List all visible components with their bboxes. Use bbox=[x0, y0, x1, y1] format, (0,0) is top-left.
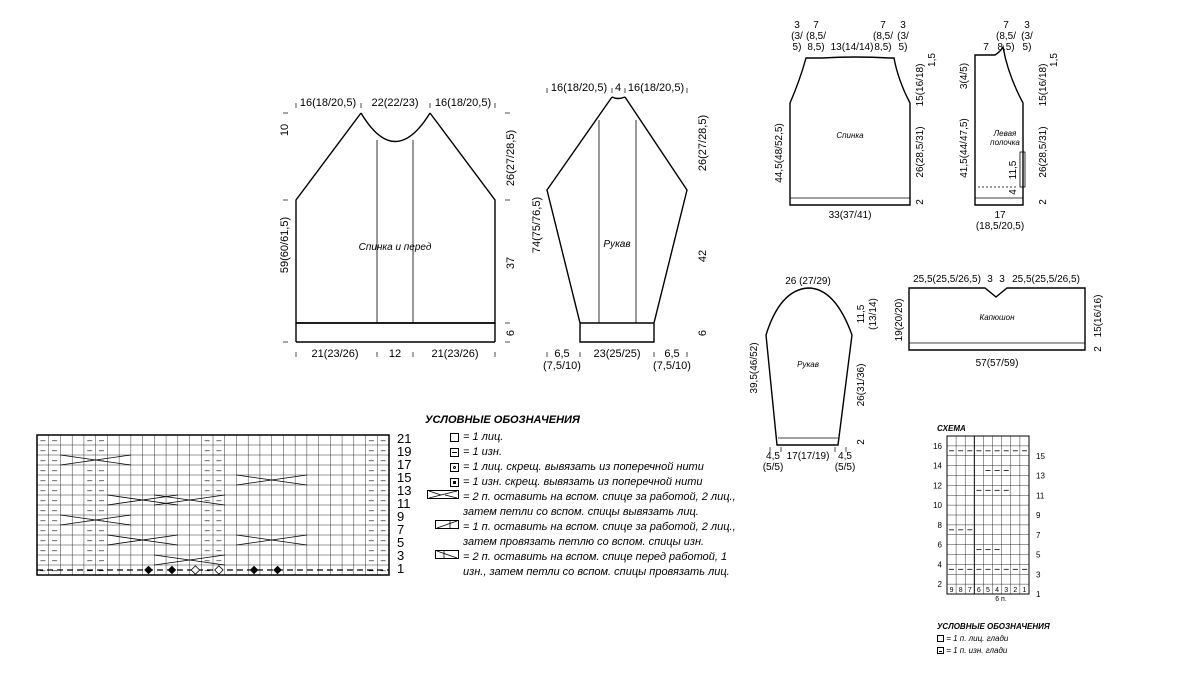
purl-twisted-mark bbox=[273, 566, 281, 574]
body-right-top: 26(27/28,5) bbox=[505, 129, 517, 187]
purl-mark: – bbox=[216, 465, 222, 475]
hood-right: 15(16/16) bbox=[1093, 294, 1104, 338]
purl-mark: – bbox=[99, 495, 105, 505]
sleeve-right-top: 26(27/28,5) bbox=[697, 114, 709, 172]
purl-mark: – bbox=[52, 445, 58, 455]
front-right-bot: 2 bbox=[1038, 199, 1049, 205]
purl-mark: – bbox=[216, 525, 222, 535]
row-number: 11 bbox=[397, 496, 411, 511]
purl-mark: – bbox=[99, 445, 105, 455]
front-right-a: 1,5 bbox=[1049, 53, 1060, 67]
purl-mark: – bbox=[87, 475, 93, 485]
purl-mark: – bbox=[368, 515, 374, 525]
purl-mark: – bbox=[99, 525, 105, 535]
back-top-4: (8,5/ bbox=[805, 31, 827, 42]
purl-mark: – bbox=[216, 445, 222, 455]
back-label: Спинка bbox=[836, 131, 864, 140]
sleeve-top-left: 16(18/20,5) bbox=[550, 82, 608, 94]
sleeve-bot-right-b: (7,5/10) bbox=[653, 360, 691, 372]
purl-mark: – bbox=[87, 485, 93, 495]
purl-mark: – bbox=[99, 475, 105, 485]
row-number: 11 bbox=[1036, 491, 1045, 501]
purl-twisted-icon bbox=[450, 478, 459, 487]
purl-mark: – bbox=[40, 545, 46, 555]
purl-mark: – bbox=[204, 535, 210, 545]
back-left: 44,5(48/52,5) bbox=[774, 123, 785, 183]
legend-item: = 1 изн. скрещ. вывязать из поперечной нити bbox=[425, 475, 745, 490]
purl-mark: – bbox=[87, 515, 93, 525]
purl-mark: – bbox=[99, 565, 105, 575]
purl-mark: – bbox=[380, 555, 386, 565]
purl-mark: – bbox=[368, 495, 374, 505]
purl-mark: – bbox=[204, 445, 210, 455]
front-texts bbox=[959, 20, 1060, 232]
sleeve2-bot-left-b: (5/5) bbox=[762, 462, 784, 473]
row-number: 6 bbox=[937, 540, 942, 550]
purl-mark: – bbox=[368, 465, 374, 475]
hood-right-mark: 2 bbox=[1093, 346, 1104, 352]
cable-4-back-icon bbox=[427, 490, 459, 500]
front-pocket-b: 4 bbox=[1008, 189, 1019, 195]
sleeve-bot-mid: 23(25/25) bbox=[593, 348, 641, 360]
purl-mark: – bbox=[99, 485, 105, 495]
purl-mark: – bbox=[216, 505, 222, 515]
front-top-5: 5) bbox=[1022, 42, 1032, 53]
purl-mark: – bbox=[380, 515, 386, 525]
purl-mark: – bbox=[204, 475, 210, 485]
sleeve2-bot-mid: 17(17/19) bbox=[786, 451, 830, 462]
front-top-4: (3/ bbox=[1021, 31, 1033, 42]
purl-mark: – bbox=[99, 435, 105, 445]
purl-mark: – bbox=[40, 555, 46, 565]
purl-mark: – bbox=[368, 435, 374, 445]
legend-item: = 1 лиц. bbox=[425, 430, 745, 445]
purl-mark: – bbox=[52, 525, 58, 535]
purl-mark: – bbox=[204, 515, 210, 525]
purl-mark: – bbox=[40, 465, 46, 475]
body-piece bbox=[296, 113, 495, 342]
purl-mark: – bbox=[380, 495, 386, 505]
purl-mark: – bbox=[368, 485, 374, 495]
legend bbox=[425, 413, 745, 580]
purl-mark: – bbox=[40, 535, 46, 545]
back-top-10: 3 bbox=[900, 20, 906, 31]
purl-mark: – bbox=[380, 465, 386, 475]
sleeve-piece bbox=[547, 97, 687, 342]
sleeve-bot-left-a: 6,5 bbox=[554, 348, 570, 360]
purl-mark: – bbox=[87, 545, 93, 555]
row-number: 2 bbox=[937, 580, 942, 590]
back-top-8: (8,5/ bbox=[872, 31, 894, 42]
purl-mark: – bbox=[40, 475, 46, 485]
back-right-a: 1,5 bbox=[927, 53, 938, 67]
purl-mark: – bbox=[87, 465, 93, 475]
sleeve2-right-bot: 2 bbox=[856, 439, 867, 445]
purl-twisted-mark bbox=[168, 566, 176, 574]
purl-mark: – bbox=[40, 435, 46, 445]
purl-mark: – bbox=[87, 495, 93, 505]
row-number: 21 bbox=[397, 431, 412, 446]
purl-stitch-icon bbox=[450, 448, 459, 457]
purl-mark: – bbox=[216, 435, 222, 445]
sleeve2-top: 26 (27/29) bbox=[785, 276, 831, 287]
hood-top-left: 25,5(25,5/26,5) bbox=[913, 274, 981, 285]
legend2-title: УСЛОВНЫЕ ОБОЗНАЧЕНИЯ bbox=[937, 622, 1050, 631]
back-bottom: 33(37/41) bbox=[828, 210, 872, 221]
purl-mark: – bbox=[87, 445, 93, 455]
purl-mark: – bbox=[380, 455, 386, 465]
purl-mark: – bbox=[380, 435, 386, 445]
row-number: 1 bbox=[1036, 590, 1041, 599]
col-number: 8 bbox=[958, 587, 963, 594]
front-top-1: (8,5/ bbox=[995, 31, 1017, 42]
sleeve-left: 74(75/76,5) bbox=[531, 196, 543, 254]
purl-mark: – bbox=[368, 535, 374, 545]
purl-mark: – bbox=[87, 565, 93, 575]
legend-item: = 2 п. оставить на вспом. спице за работой, 2 лиц., затем петли со вспом. спицы вывязать лиц. bbox=[425, 490, 745, 520]
row-number: 9 bbox=[1036, 511, 1041, 520]
row-number: 13 bbox=[1036, 471, 1045, 481]
body-left-top: 10 bbox=[279, 123, 291, 137]
row-number: 1 bbox=[397, 561, 405, 576]
front-left-mid: 41,5(44/47,5) bbox=[959, 118, 970, 178]
purl-mark: – bbox=[52, 435, 58, 445]
purl-mark: – bbox=[40, 525, 46, 535]
purl-mark: – bbox=[368, 505, 374, 515]
sleeve-top-right: 16(18/20,5) bbox=[627, 82, 685, 94]
row-number: 4 bbox=[937, 560, 942, 570]
purl-mark: – bbox=[380, 485, 386, 495]
row-number: 15 bbox=[1036, 451, 1045, 461]
row-number: 7 bbox=[1036, 530, 1041, 540]
col-number: 2 bbox=[1013, 587, 1018, 594]
purl-stitch-icon bbox=[937, 647, 944, 654]
front-bottom-b: (18,5/20,5) bbox=[975, 221, 1025, 232]
purl-mark: – bbox=[380, 565, 386, 575]
purl-mark: – bbox=[99, 535, 105, 545]
purl-mark: – bbox=[52, 545, 58, 555]
schema-title: СХЕМА bbox=[937, 424, 966, 433]
cable-3-back-icon bbox=[435, 520, 459, 530]
purl-mark: – bbox=[40, 495, 46, 505]
back-top-9: 8,5) bbox=[874, 42, 892, 53]
back-right-top: 15(16/18) bbox=[915, 63, 926, 107]
purl-twisted-mark bbox=[144, 566, 152, 574]
body-bot-left: 21(23/26) bbox=[311, 348, 359, 360]
sleeve2-bot-right-b: (5/5) bbox=[834, 462, 856, 473]
col-number: 6 bbox=[976, 587, 981, 594]
col-number: 4 bbox=[995, 587, 1000, 594]
row-number: 15 bbox=[397, 470, 412, 485]
legend-item: = 1 изн. bbox=[425, 445, 745, 460]
hood-top-mid: 3 bbox=[987, 274, 993, 285]
front-top-2: 8,5) bbox=[997, 42, 1015, 53]
purl-mark: – bbox=[204, 525, 210, 535]
purl-mark: – bbox=[52, 565, 58, 575]
cable-chart bbox=[37, 431, 411, 576]
front-piece bbox=[975, 47, 1025, 205]
purl-mark: – bbox=[99, 555, 105, 565]
row-number: 8 bbox=[937, 520, 942, 530]
purl-mark: – bbox=[380, 535, 386, 545]
purl-mark: – bbox=[52, 485, 58, 495]
purl-mark: – bbox=[99, 465, 105, 475]
row-number: 5 bbox=[1036, 550, 1041, 560]
row-number: 3 bbox=[1036, 570, 1041, 580]
purl-mark: – bbox=[87, 505, 93, 515]
body-top-mid: 22(22/23) bbox=[371, 97, 419, 109]
purl-mark: – bbox=[52, 505, 58, 515]
back-texts bbox=[774, 20, 938, 221]
purl-mark: – bbox=[204, 545, 210, 555]
purl-mark: – bbox=[368, 475, 374, 485]
purl-mark: – bbox=[380, 505, 386, 515]
body-bot-mid: 12 bbox=[388, 348, 402, 360]
purl-mark: – bbox=[52, 465, 58, 475]
back-top-12: 5) bbox=[898, 42, 908, 53]
sleeve2-right-mid: 26(31/36) bbox=[856, 363, 867, 407]
back-right-mid: 26(28,5/31) bbox=[915, 126, 926, 178]
purl-mark: – bbox=[52, 495, 58, 505]
sleeve-right-bot: 6 bbox=[697, 329, 709, 337]
purl-mark: – bbox=[204, 485, 210, 495]
hood-top-mid2: 3 bbox=[999, 274, 1005, 285]
purl-mark: – bbox=[40, 485, 46, 495]
hood-left: 19(20/20) bbox=[894, 298, 905, 342]
row-number: 9 bbox=[397, 509, 405, 524]
purl-mark: – bbox=[40, 455, 46, 465]
legend-title: УСЛОВНЫЕ ОБОЗНАЧЕНИЯ bbox=[425, 414, 580, 426]
purl-mark: – bbox=[204, 465, 210, 475]
front-top-3: 3 bbox=[1024, 20, 1030, 31]
front-right-top: 15(16/18) bbox=[1038, 63, 1049, 107]
col-number: 3 bbox=[1004, 587, 1009, 594]
front-left-top: 3(4/5) bbox=[959, 62, 970, 90]
legend2 bbox=[937, 621, 1050, 657]
front-label-a: Левая bbox=[993, 129, 1017, 138]
sleeve-right-mid: 42 bbox=[697, 249, 709, 263]
knit-twisted-mark bbox=[191, 566, 199, 574]
back-right-bot: 2 bbox=[915, 199, 926, 205]
sleeve2-bot-right-a: 4,5 bbox=[838, 451, 852, 462]
row-number: 10 bbox=[933, 501, 942, 511]
purl-mark: – bbox=[216, 545, 222, 555]
sleeve2-right-top-a: 11,5 bbox=[856, 304, 867, 324]
purl-mark: – bbox=[204, 435, 210, 445]
cable-3-front-icon bbox=[435, 550, 459, 560]
purl-mark: – bbox=[87, 455, 93, 465]
purl-mark: – bbox=[99, 545, 105, 555]
row-number: 13 bbox=[397, 483, 412, 498]
front-label-b: полочка bbox=[990, 138, 1020, 147]
purl-mark: – bbox=[40, 505, 46, 515]
purl-mark: – bbox=[216, 485, 222, 495]
purl-twisted-mark bbox=[250, 566, 258, 574]
legend-item: = 2 п. оставить на вспом. спице перед работой, 1 изн., затем петли со вспом. спицы провязать лиц. bbox=[425, 550, 745, 580]
purl-mark: – bbox=[99, 515, 105, 525]
purl-mark: – bbox=[216, 515, 222, 525]
purl-mark: – bbox=[368, 545, 374, 555]
col-number: 9 bbox=[949, 587, 954, 594]
purl-mark: – bbox=[40, 565, 46, 575]
legend-item: = 1 п. оставить на вспом. спице за работой, 2 лиц., затем провязать петлю со вспом. спицы изн. bbox=[425, 520, 745, 550]
purl-mark: – bbox=[204, 495, 210, 505]
purl-mark: – bbox=[216, 455, 222, 465]
purl-mark: – bbox=[204, 455, 210, 465]
purl-mark: – bbox=[52, 475, 58, 485]
purl-mark: – bbox=[216, 555, 222, 565]
front-bottom-a: 17 bbox=[994, 210, 1006, 221]
body-bot-right: 21(23/26) bbox=[431, 348, 479, 360]
back-top-6: 13(14/14) bbox=[830, 42, 874, 53]
sleeve2-bot-left-a: 4,5 bbox=[766, 451, 780, 462]
purl-mark: – bbox=[368, 455, 374, 465]
purl-mark: – bbox=[40, 515, 46, 525]
body-top-left: 16(18/20,5) bbox=[299, 97, 357, 109]
row-number: 14 bbox=[933, 461, 942, 471]
purl-mark: – bbox=[368, 525, 374, 535]
legend2-item: = 1 п. изн. глади bbox=[937, 645, 1050, 657]
body-label: Спинка и перед bbox=[358, 242, 432, 253]
purl-mark: – bbox=[216, 475, 222, 485]
body-top-right: 16(18/20,5) bbox=[434, 97, 492, 109]
row-number: 5 bbox=[397, 535, 405, 550]
purl-mark: – bbox=[380, 525, 386, 535]
purl-mark: – bbox=[380, 475, 386, 485]
purl-mark: – bbox=[99, 505, 105, 515]
purl-mark: – bbox=[87, 525, 93, 535]
row-number: 12 bbox=[933, 481, 942, 491]
purl-mark: – bbox=[216, 495, 222, 505]
hood-top-right: 25,5(25,5/26,5) bbox=[1012, 274, 1080, 285]
row-number: 16 bbox=[933, 441, 942, 451]
purl-mark: – bbox=[368, 445, 374, 455]
row-number: 19 bbox=[397, 444, 412, 459]
purl-mark: – bbox=[216, 535, 222, 545]
front-top-6: 7 bbox=[983, 42, 989, 53]
purl-mark: – bbox=[380, 445, 386, 455]
body-right-bot: 6 bbox=[505, 329, 517, 337]
purl-mark: – bbox=[52, 515, 58, 525]
purl-mark: – bbox=[52, 455, 58, 465]
purl-mark: – bbox=[368, 565, 374, 575]
sleeve-bot-right-a: 6,5 bbox=[664, 348, 680, 360]
knit-twisted-icon bbox=[450, 463, 459, 472]
back-top-1: (3/ bbox=[791, 31, 803, 42]
knit-stitch-icon bbox=[937, 635, 944, 642]
front-top-0: 7 bbox=[1003, 20, 1009, 31]
row-number: 17 bbox=[397, 457, 412, 472]
purl-mark: – bbox=[380, 545, 386, 555]
row-number: 3 bbox=[397, 548, 405, 563]
col-number: 7 bbox=[967, 587, 972, 594]
sleeve2-left: 39,5(46/52) bbox=[749, 342, 760, 394]
sleeve-bot-left-b: (7,5/10) bbox=[543, 360, 581, 372]
back-top-3: 7 bbox=[813, 20, 819, 31]
purl-mark: – bbox=[40, 445, 46, 455]
row-number: 7 bbox=[397, 522, 405, 537]
purl-mark: – bbox=[87, 535, 93, 545]
purl-mark: – bbox=[204, 565, 210, 575]
front-pocket: 11,5 bbox=[1008, 160, 1019, 180]
purl-mark: – bbox=[87, 555, 93, 565]
body-right-mid: 37 bbox=[505, 256, 517, 270]
purl-mark: – bbox=[204, 505, 210, 515]
col-number: 5 bbox=[986, 587, 990, 594]
knit-stitch-icon bbox=[450, 433, 459, 442]
sleeve2-texts bbox=[749, 276, 879, 473]
back-top-7: 7 bbox=[880, 20, 886, 31]
sleeve-label: Рукав bbox=[603, 239, 631, 250]
back-top-0: 3 bbox=[794, 20, 800, 31]
schema-chart bbox=[933, 424, 1045, 603]
purl-mark: – bbox=[99, 455, 105, 465]
purl-mark: – bbox=[52, 535, 58, 545]
front-right-mid: 26(28,5/31) bbox=[1038, 126, 1049, 178]
back-top-11: (3/ bbox=[897, 31, 909, 42]
legend-item: = 1 лиц. скрещ. вывязать из поперечной нити bbox=[425, 460, 745, 475]
purl-mark: – bbox=[368, 555, 374, 565]
sleeve2-label: Рукав bbox=[797, 360, 819, 369]
schema-repeat: 6 п. bbox=[995, 596, 1007, 603]
body-left-mid: 59(60/61,5) bbox=[279, 216, 291, 274]
col-number: 1 bbox=[1022, 587, 1027, 594]
purl-mark: – bbox=[52, 555, 58, 565]
hood-label: Капюшон bbox=[979, 313, 1015, 322]
purl-mark: – bbox=[204, 555, 210, 565]
legend2-item: = 1 п. лиц. глади bbox=[937, 633, 1050, 645]
back-top-2: 5) bbox=[792, 42, 802, 53]
purl-mark: – bbox=[87, 435, 93, 445]
back-top-5: 8,5) bbox=[807, 42, 825, 53]
hood-bottom: 57(57/59) bbox=[975, 358, 1019, 369]
sleeve-top-mid: 4 bbox=[614, 82, 622, 94]
sleeve2-right-top-b: (13/14) bbox=[868, 298, 879, 330]
